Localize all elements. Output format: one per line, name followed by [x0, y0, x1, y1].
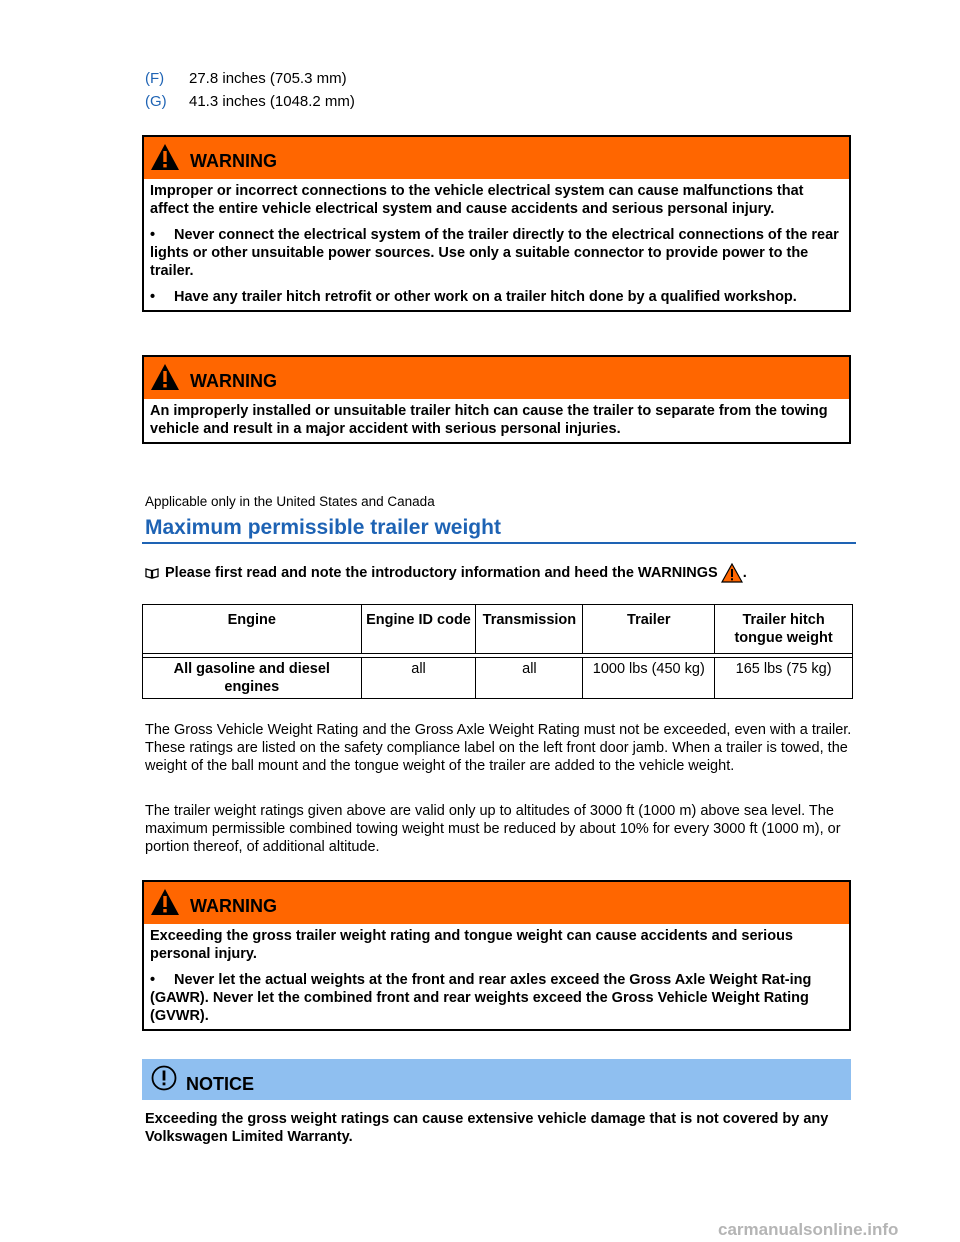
table-cell: 1000 lbs (450 kg) [583, 658, 715, 699]
bullet-icon: • [150, 227, 156, 243]
warning-bullet [150, 971, 843, 1025]
column-header: Transmission [476, 605, 583, 654]
section-heading: Maximum permissible trailer weight [145, 516, 501, 539]
notice-text: Exceeding the gross weight ratings can cause extensive vehicle damage that is not covered by any Volkswagen Limited Warranty. [145, 1111, 829, 1145]
warning-box-electrical [142, 135, 851, 312]
column-header: Trailer [583, 605, 715, 654]
measurement-f [145, 69, 347, 89]
warning-text: Exceeding the gross trailer weight rating and tongue weight can cause accidents and serious personal injury. [150, 928, 793, 962]
body-paragraph: The trailer weight ratings given above are valid only up to altitudes of 3000 ft (1000 m) above sea level. The maximum permissible combined towing weight must be reduced by about 10% for every 3000 ft (1000 m), or portion thereof, of additional altitude. [145, 803, 841, 855]
column-header: Trailer hitch tongue weight [715, 605, 853, 654]
applicability-note: Applicable only in the United States and Canada [145, 494, 435, 509]
table-cell: All gasoline and diesel engines [143, 658, 362, 699]
column-header: Engine ID code [361, 605, 476, 654]
measurement-label: (F) [145, 70, 165, 87]
intro-period: . [742, 565, 747, 581]
warning-bullet [150, 226, 843, 280]
warning-header [144, 357, 849, 399]
notice-header [142, 1059, 851, 1100]
measurement-g [145, 92, 355, 112]
warning-title: WARNING [190, 896, 277, 916]
open-book-icon [145, 567, 159, 579]
measurement-label: (G) [145, 93, 167, 110]
body-paragraph: The Gross Vehicle Weight Rating and the Gross Axle Weight Rating must not be exceeded, even with a trailer. These ratings are listed on the safety compliance label on the left front door jamb. When a trailer is towed, the weight of the ball mount and the tongue weight of the trailer are added to the vehicle weight. [145, 722, 852, 774]
bullet-text: Never let the actual weights at the front and rear axles exceed the Gross Axle Weight Rat-ing (GAWR). Never let the combined front and rear weights exceed the Gross Vehicle Weight Rating (GVWR). [150, 972, 812, 1024]
column-header: Engine [143, 605, 362, 654]
intro-line [145, 563, 747, 583]
table-header-row [143, 605, 853, 654]
warning-body [144, 179, 849, 310]
warning-box-weight [142, 880, 851, 1031]
warning-triangle-icon [150, 363, 180, 391]
warning-triangle-icon [150, 143, 180, 171]
table-cell: all [476, 658, 583, 699]
warning-triangle-icon [721, 563, 743, 583]
table-cell: all [361, 658, 476, 699]
measurement-value: 41.3 inches (1048.2 mm) [189, 93, 355, 110]
warning-text: An improperly installed or unsuitable trailer hitch can cause the trailer to separate from the towing vehicle and result in a major accident with serious personal injuries. [150, 403, 828, 437]
bullet-icon: • [150, 289, 156, 305]
bullet-text: Have any trailer hitch retrofit or other work on a trailer hitch done by a qualified workshop. [174, 289, 797, 305]
exclamation-circle-icon [150, 1064, 178, 1092]
warning-header [144, 882, 849, 924]
table-row [143, 658, 853, 699]
bullet-text: Never connect the electrical system of the trailer directly to the electrical connections of the rear lights or other unsuitable power sources. Use only a suitable connector to provide power to the trailer. [150, 227, 839, 279]
notice-title: NOTICE [186, 1074, 255, 1094]
watermark: carmanualsonline.info [718, 1220, 899, 1239]
bullet-icon: • [150, 972, 156, 988]
trailer-weight-table [142, 604, 853, 699]
warning-header [144, 137, 849, 179]
warning-title: WARNING [190, 151, 277, 171]
heading-rule [142, 542, 856, 544]
warning-title: WARNING [190, 371, 277, 391]
warning-body [144, 399, 849, 442]
warning-box-hitch [142, 355, 851, 444]
intro-text: Please first read and note the introductory information and heed the WARNINGS [165, 565, 718, 581]
measurement-value: 27.8 inches (705.3 mm) [189, 70, 347, 87]
warning-triangle-icon [150, 888, 180, 916]
warning-text: Improper or incorrect connections to the vehicle electrical system can cause malfunctions that affect the entire vehicle electrical system and cause accidents and serious personal injury. [150, 183, 804, 217]
warning-body [144, 924, 849, 1029]
table-cell: 165 lbs (75 kg) [715, 658, 853, 699]
warning-bullet [150, 288, 843, 306]
